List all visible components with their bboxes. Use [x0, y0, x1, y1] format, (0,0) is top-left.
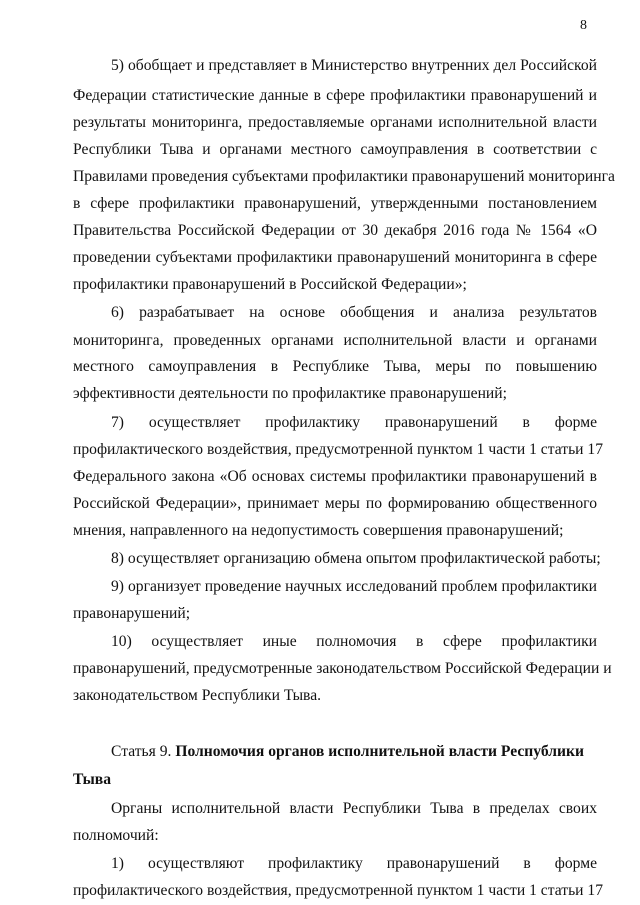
article-prefix: Статья 9. [111, 743, 176, 760]
article-heading [111, 742, 597, 762]
text-line: профилактического воздействия, предусмотренной пунктом 1 части 1 статьи 17 [73, 882, 604, 899]
text-line: 8) осуществляет организацию обмена опытом профилактической работы; [111, 550, 601, 567]
text-line: в сфере профилактики правонарушений, утвержденными постановлением [73, 195, 597, 212]
article-title: Полномочия органов исполнительной власти Республики [175, 743, 584, 760]
text-line: 10) осуществляет иные полномочия в сфере профилактики [111, 633, 597, 650]
text-line: профилактики правонарушений в Российской Федерации»; [73, 276, 467, 293]
text-line: 1) осуществляют профилактику правонарушений в форме [111, 855, 597, 872]
article-title-continuation: Тыва [73, 771, 112, 788]
text-line: Правительства Российской Федерации от 30 декабря 2016 года № 1564 «О [73, 222, 597, 239]
text-line: Органы исполнительной власти Республики Тыва в пределах своих [111, 800, 597, 817]
text-line: 9) организует проведение научных исследований проблем профилактики [111, 578, 597, 595]
text-line: полномочий: [73, 827, 159, 844]
text-line: Российской Федерации», принимает меры по формированию общественного [73, 495, 597, 512]
text-line: Федерального закона «Об основах системы профилактики правонарушений в [73, 468, 597, 485]
text-line: 7) осуществляет профилактику правонарушений в форме [111, 414, 597, 431]
text-line: местного самоуправления в Республике Тыва, меры по повышению [73, 358, 597, 375]
text-line: Республики Тыва и органами местного самоуправления в соответствии с [73, 141, 597, 158]
text-line: правонарушений; [73, 605, 191, 622]
text-line: мониторинга, проведенных органами исполнительной власти и органами [73, 332, 597, 349]
text-line: эффективности деятельности по профилактике правонарушений; [73, 385, 507, 402]
text-line: результаты мониторинга, предоставляемые органами исполнительной власти [73, 114, 597, 131]
text-line: Федерации статистические данные в сфере профилактики правонарушений и [73, 87, 597, 104]
text-line: законодательством Республики Тыва. [73, 687, 322, 704]
page-number: 8 [580, 18, 587, 33]
text-line: правонарушений, предусмотренные законодательством Российской Федерации и [73, 660, 612, 677]
text-line: 5) обобщает и представляет в Министерство внутренних дел Российской [111, 57, 597, 74]
text-line: мнения, направленного на недопустимость совершения правонарушений; [73, 522, 564, 539]
text-line: 6) разрабатывает на основе обобщения и анализа результатов [111, 304, 597, 321]
text-line: профилактического воздействия, предусмотренной пунктом 1 части 1 статьи 17 [73, 441, 604, 458]
text-line: Правилами проведения субъектами профилактики правонарушений мониторинга [73, 168, 615, 185]
text-line: проведении субъектами профилактики правонарушений мониторинга в сфере [73, 249, 597, 266]
